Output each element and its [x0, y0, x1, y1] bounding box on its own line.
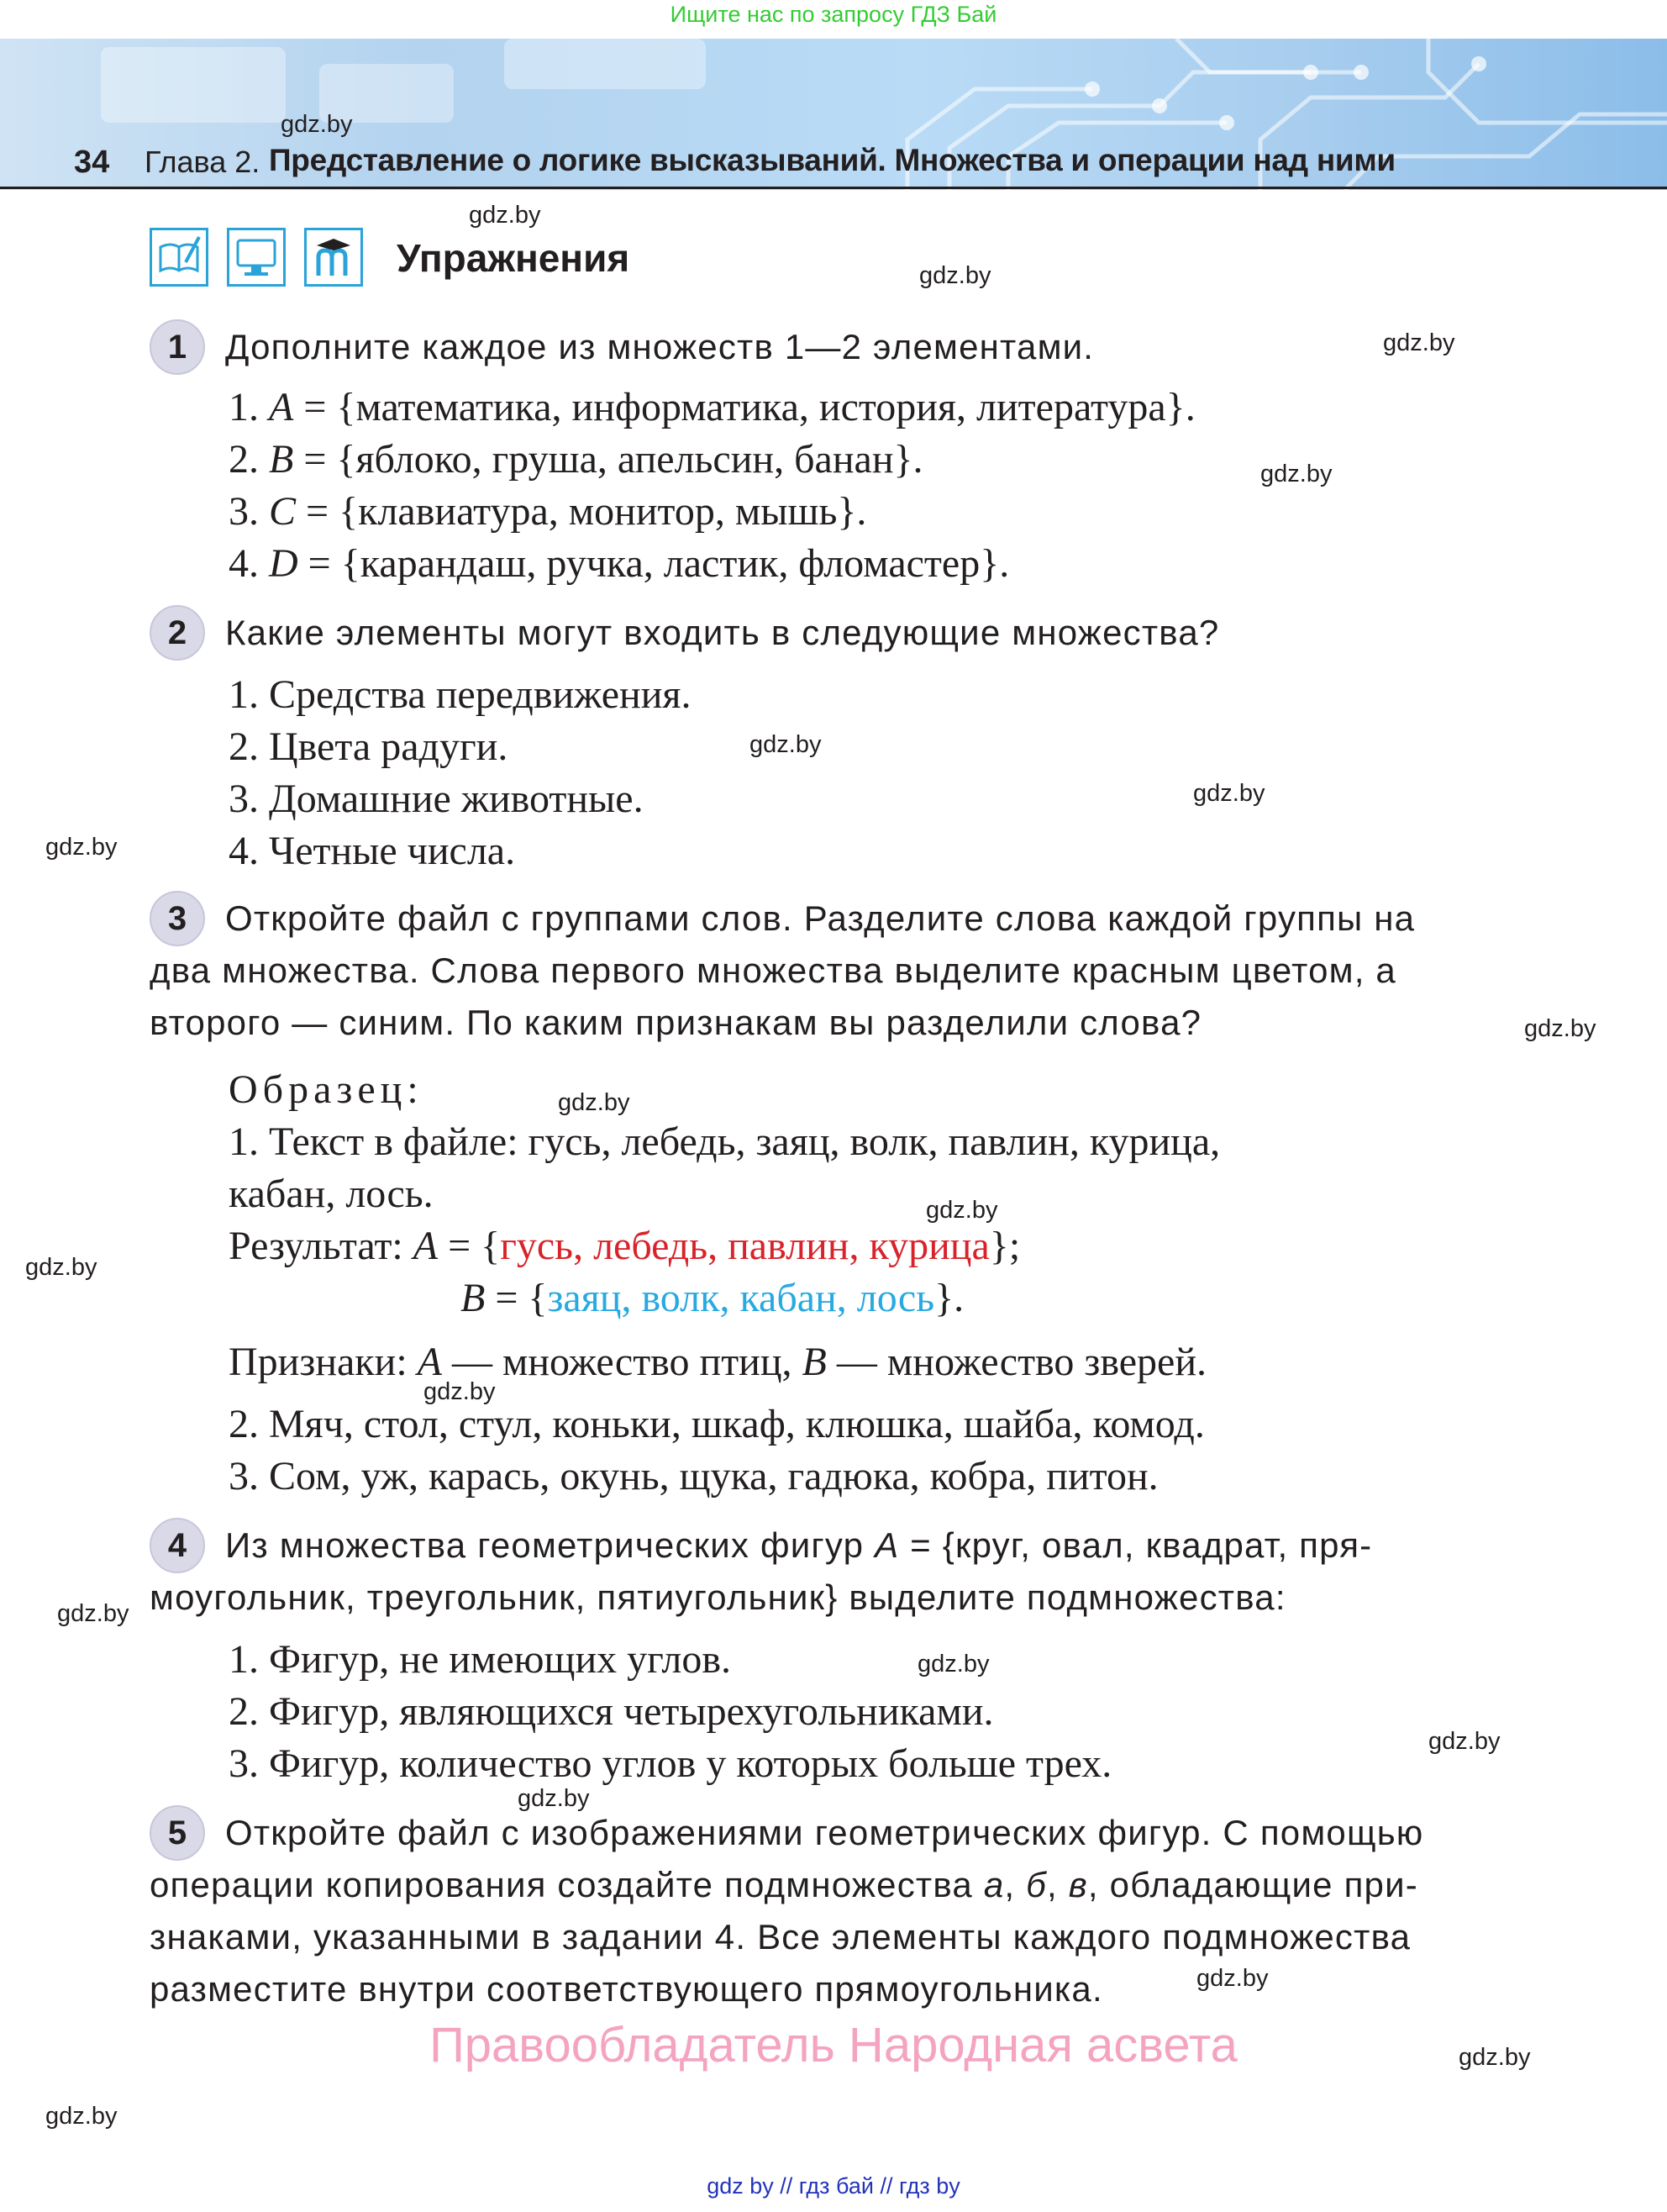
watermark: gdz.by [45, 834, 118, 861]
task-number-badge: 4 [150, 1518, 205, 1573]
watermark: gdz.by [25, 1254, 97, 1281]
task-5-text-line: разместите внутри соответствующего прямоугольника. [150, 1969, 1103, 2009]
moodle-icon [304, 228, 363, 287]
result-a-line: Результат: A = {гусь, лебедь, павлин, курица}; [229, 1224, 1021, 1268]
sample-text-line: 1. Текст в файле: гусь, лебедь, заяц, волк, павлин, курица, [229, 1119, 1221, 1164]
task-number-badge: 3 [150, 891, 205, 946]
watermark: gdz.by [469, 202, 541, 229]
task-3-text-line: второго — синим. По каким признакам вы разделили слова? [150, 1003, 1202, 1042]
task-1-item: 4. D = {карандаш, ручка, ластик, фломастер}. [229, 541, 1010, 586]
task-4-text-line: моугольник, треугольник, пятиугольник} выделите подмножества: [150, 1577, 1286, 1617]
sample-text-line: кабан, лось. [229, 1172, 434, 1216]
bottom-links[interactable]: gdz by // гдз бай // гдз by [707, 2173, 960, 2199]
task-4-item: 2. Фигур, являющихся четырехугольниками. [229, 1689, 994, 1734]
task-2-item: 2. Цвета радуги. [229, 724, 508, 769]
task-3-text-line: два множества. Слова первого множества выделите красным цветом, а [150, 951, 1396, 990]
task-5-text-line: Откройте файл с изображениями геометрических фигур. С помощью [225, 1813, 1424, 1852]
task-2-item: 4. Четные числа. [229, 829, 516, 873]
watermark: gdz.by [1524, 1015, 1596, 1042]
result-b-line: B = {заяц, волк, кабан, лось}. [460, 1276, 965, 1320]
watermark: gdz.by [518, 1785, 590, 1812]
watermark: gdz.by [57, 1600, 129, 1627]
task-1-item: 1. A = {математика, информатика, история, литература}. [229, 385, 1196, 429]
section-title: Упражнения [397, 236, 630, 280]
task-3-item: 3. Сом, уж, карась, окунь, щука, гадюка, кобра, питон. [229, 1454, 1159, 1498]
watermark: gdz.by [45, 2103, 118, 2130]
header-rule [0, 187, 1667, 189]
watermark: gdz.by [281, 111, 353, 138]
task-5-text-line: операции копирования создайте подмножества а, б, в, обладающие при- [150, 1865, 1418, 1904]
watermark: gdz.by [1383, 329, 1455, 356]
chapter-title: Представление о логике высказываний. Множества и операции над ними [269, 143, 1396, 177]
task-number-badge: 1 [150, 319, 205, 375]
task-4-item: 3. Фигур, количество углов у которых больше трех. [229, 1741, 1112, 1786]
sample-label: Образец: [229, 1067, 423, 1112]
task-1-text: Дополните каждое из множеств 1—2 элементами. [225, 327, 1095, 366]
watermark: gdz.by [558, 1089, 630, 1116]
watermark: gdz.by [749, 731, 822, 758]
monitor-icon [227, 228, 286, 287]
watermark: gdz.by [423, 1378, 496, 1405]
watermark: gdz.by [918, 1651, 990, 1677]
blue-words: заяц, волк, кабан, лось [547, 1276, 935, 1320]
book-pen-icon [150, 228, 208, 287]
task-3-item: 2. Мяч, стол, стул, коньки, шкаф, клюшка, шайба, комод. [229, 1402, 1205, 1446]
task-3-text-line: Откройте файл с группами слов. Разделите слова каждой группы на [225, 898, 1416, 938]
task-2-item: 3. Домашние животные. [229, 777, 644, 821]
copyright-holder: Правообладатель Народная асвета [429, 2018, 1238, 2072]
red-words: гусь, лебедь, павлин, курица [500, 1224, 990, 1268]
signs-line: Признаки: A — множество птиц, B — множество зверей. [229, 1340, 1207, 1384]
task-4-item: 1. Фигур, не имеющих углов. [229, 1637, 732, 1682]
watermark: gdz.by [1196, 1965, 1269, 1992]
watermark: gdz.by [1193, 780, 1265, 807]
task-4-text-line: Из множества геометрических фигур A = {круг, овал, квадрат, пря- [225, 1525, 1373, 1565]
watermark: gdz.by [1459, 2044, 1531, 2071]
watermark: gdz.by [926, 1197, 998, 1224]
task-2-item: 1. Средства передвижения. [229, 672, 692, 717]
task-number-badge: 2 [150, 605, 205, 661]
top-search-note: Ищите нас по запросу ГДЗ Бай [670, 2, 997, 27]
task-2-text: Какие элементы могут входить в следующие множества? [225, 613, 1220, 652]
task-1-item: 2. B = {яблоко, груша, апельсин, банан}. [229, 437, 923, 482]
watermark: gdz.by [1260, 461, 1333, 487]
page-number: 34 [74, 145, 110, 180]
task-5-text-line: знаками, указанными в задании 4. Все элементы каждого подмножества [150, 1917, 1412, 1957]
task-number-badge: 5 [150, 1805, 205, 1861]
chapter-label: Глава 2. [145, 145, 260, 179]
task-1-item: 3. C = {клавиатура, монитор, мышь}. [229, 489, 867, 534]
watermark: gdz.by [1428, 1728, 1501, 1755]
watermark: gdz.by [919, 262, 991, 289]
